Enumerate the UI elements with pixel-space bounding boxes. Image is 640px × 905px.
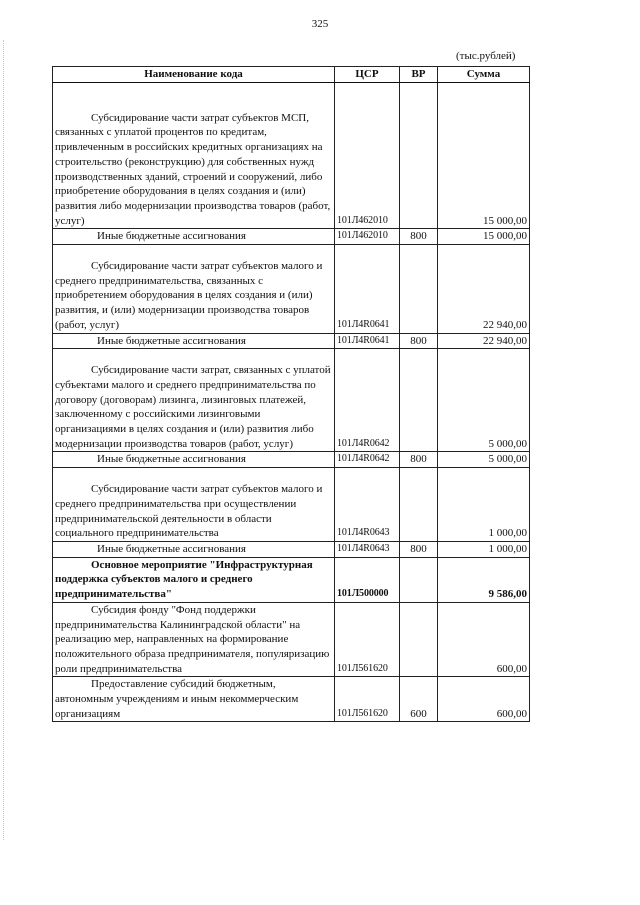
row-csr: 101Л462010 [335, 82, 400, 229]
row-vr [400, 82, 438, 229]
table-row [53, 245, 530, 334]
row-name: Субсидирование части затрат субъектов МСП, связанных с уплатой процентов по кредитам, привлеченным в российских кредитных организациях на строительство (реконструкцию) для собственных нужд производственных зданий, строений и сооружений, либо приобретение оборудования в целях создания и (или) развития либо модернизации производства товаров (работ, услуг) [55, 111, 331, 227]
row-csr: 101Л561620 [335, 677, 400, 722]
table-header [53, 67, 530, 83]
row-name: Субсидирование части затрат, связанных с уплатой субъектами малого и среднего предпринимательства по договору (договорам) лизинга, лизинговых платежей, заключенному с российскими лизинговыми организациями в целях создания и (или) развития либо модернизации производства товаров (работ, услуг) [55, 364, 331, 450]
row-vr: 800 [400, 229, 438, 245]
row-csr: 101Л4R0643 [335, 541, 400, 557]
row-vr: 800 [400, 333, 438, 349]
header-csr: ЦСР [335, 67, 400, 83]
table-row [53, 229, 530, 245]
row-vr [400, 557, 438, 602]
header-sum: Сумма [438, 67, 530, 83]
row-vr: 800 [400, 452, 438, 468]
row-vr [400, 245, 438, 334]
table-row [53, 602, 530, 677]
row-name: Иные бюджетные ассигнования [53, 452, 335, 468]
row-name: Субсидирование части затрат субъектов малого и среднего предпринимательства, связанных с приобретением оборудования в целях создания и (или) развития, и (или) модернизации производства товаров (работ, услуг) [55, 260, 323, 331]
row-name: Основное мероприятие "Инфраструктурная поддержка субъектов малого и среднего предпринимательства" [53, 557, 335, 602]
row-csr: 101Л561620 [335, 602, 400, 677]
table-row [53, 468, 530, 542]
row-sum: 15 000,00 [438, 229, 530, 245]
row-vr: 800 [400, 541, 438, 557]
row-name: Субсидия фонду "Фонд поддержки предпринимательства Калининградской области" на реализацию мер, направленных на формирование положительного образа предпринимателя, популяризацию роли предпринимательства [53, 602, 335, 677]
scan-edge [3, 40, 4, 840]
row-name: Иные бюджетные ассигнования [53, 229, 335, 245]
table-row [53, 349, 530, 452]
table-row [53, 452, 530, 468]
row-sum: 1 000,00 [438, 468, 530, 542]
row-name-cell [53, 82, 335, 229]
row-name: Иные бюджетные ассигнования [53, 541, 335, 557]
table-row [53, 333, 530, 349]
row-vr [400, 349, 438, 452]
row-vr: 600 [400, 677, 438, 722]
row-csr: 101Л4R0643 [335, 468, 400, 542]
row-sum: 5 000,00 [438, 349, 530, 452]
row-csr: 101Л4R0641 [335, 245, 400, 334]
table-row [53, 557, 530, 602]
row-sum: 5 000,00 [438, 452, 530, 468]
table-row [53, 541, 530, 557]
row-sum: 9 586,00 [438, 557, 530, 602]
page-number: 325 [311, 18, 329, 30]
row-csr: 101Л4R0642 [335, 452, 400, 468]
row-vr [400, 602, 438, 677]
row-csr: 101Л500000 [335, 557, 400, 602]
row-csr: 101Л4R0642 [335, 349, 400, 452]
row-vr [400, 468, 438, 542]
row-sum: 22 940,00 [438, 245, 530, 334]
row-csr: 101Л4R0641 [335, 333, 400, 349]
table-row [53, 82, 530, 229]
row-sum: 15 000,00 [438, 82, 530, 229]
row-sum: 600,00 [438, 677, 530, 722]
table-row [53, 677, 530, 722]
row-name-cell [53, 245, 335, 334]
header-name: Наименование кода [53, 67, 335, 83]
row-name: Иные бюджетные ассигнования [53, 333, 335, 349]
row-sum: 22 940,00 [438, 333, 530, 349]
budget-table [52, 66, 530, 722]
header-vr: ВР [400, 67, 438, 83]
row-sum: 1 000,00 [438, 541, 530, 557]
row-name: Субсидирование части затрат субъектов малого и среднего предпринимательства при осуществлении предпринимательской деятельности в области социального предпринимательства [55, 483, 323, 540]
units-label: (тыс.рублей) [456, 50, 516, 62]
row-name-cell [53, 468, 335, 542]
row-csr: 101Л462010 [335, 229, 400, 245]
row-name-cell [53, 349, 335, 452]
row-sum: 600,00 [438, 602, 530, 677]
row-name: Предоставление субсидий бюджетным, автономным учреждениям и иным некоммерческим организациям [53, 677, 335, 722]
